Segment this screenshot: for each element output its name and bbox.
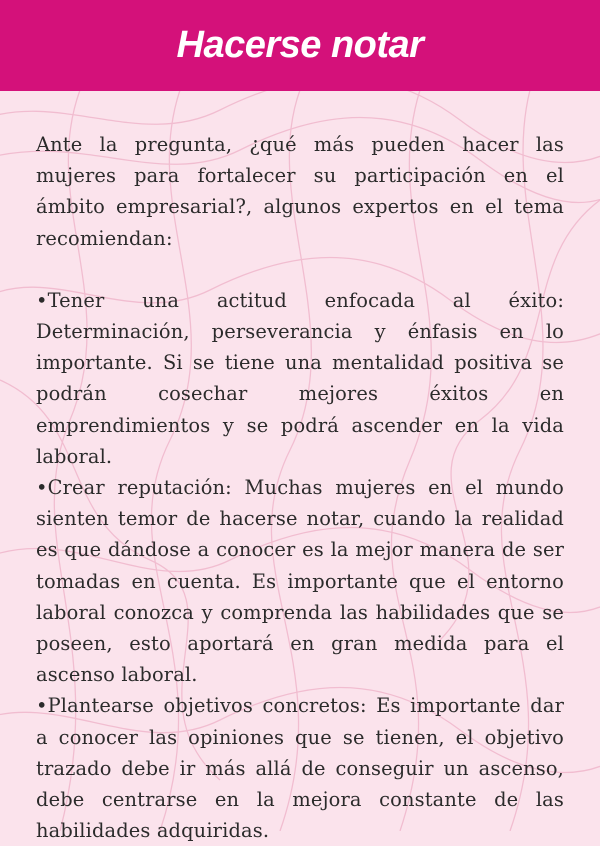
bullet-item: •Crear reputación: Muchas mujeres en el mundo sienten temor de hacerse notar, cuando la realidad es que dándose a conocer es la mejor manera de ser tomadas en cuenta. Es importante que el entorno laboral conozca y comprenda las habilidades que se poseen, esto aportará en gran medida para el ascenso laboral. bbox=[36, 476, 564, 687]
bullet-item: •Plantearse objetivos concretos: Es importante dar a conocer las opiniones que se tienen, el objetivo trazado debe ir más allá de conseguir un ascenso, debe centrarse en la mejora constante de las habilidades adquiridas. bbox=[36, 694, 564, 843]
article-body bbox=[36, 129, 564, 846]
intro-paragraph: Ante la pregunta, ¿qué más pueden hacer las mujeres para fortalecer su participación en el ámbito empresarial?, algunos expertos en el tema recomiendan: bbox=[36, 133, 564, 250]
bullet-item: •Tener una actitud enfocada al éxito: Determinación, perseverancia y énfasis en lo importante. Si se tiene una mentalidad positiva se podrán cosechar mejores éxitos en emprendimientos y se podrá ascender en la vida laboral. bbox=[36, 288, 564, 468]
paragraph-spacer bbox=[36, 254, 564, 285]
page-title: Hacerse notar bbox=[176, 24, 424, 66]
header-banner bbox=[0, 0, 600, 91]
